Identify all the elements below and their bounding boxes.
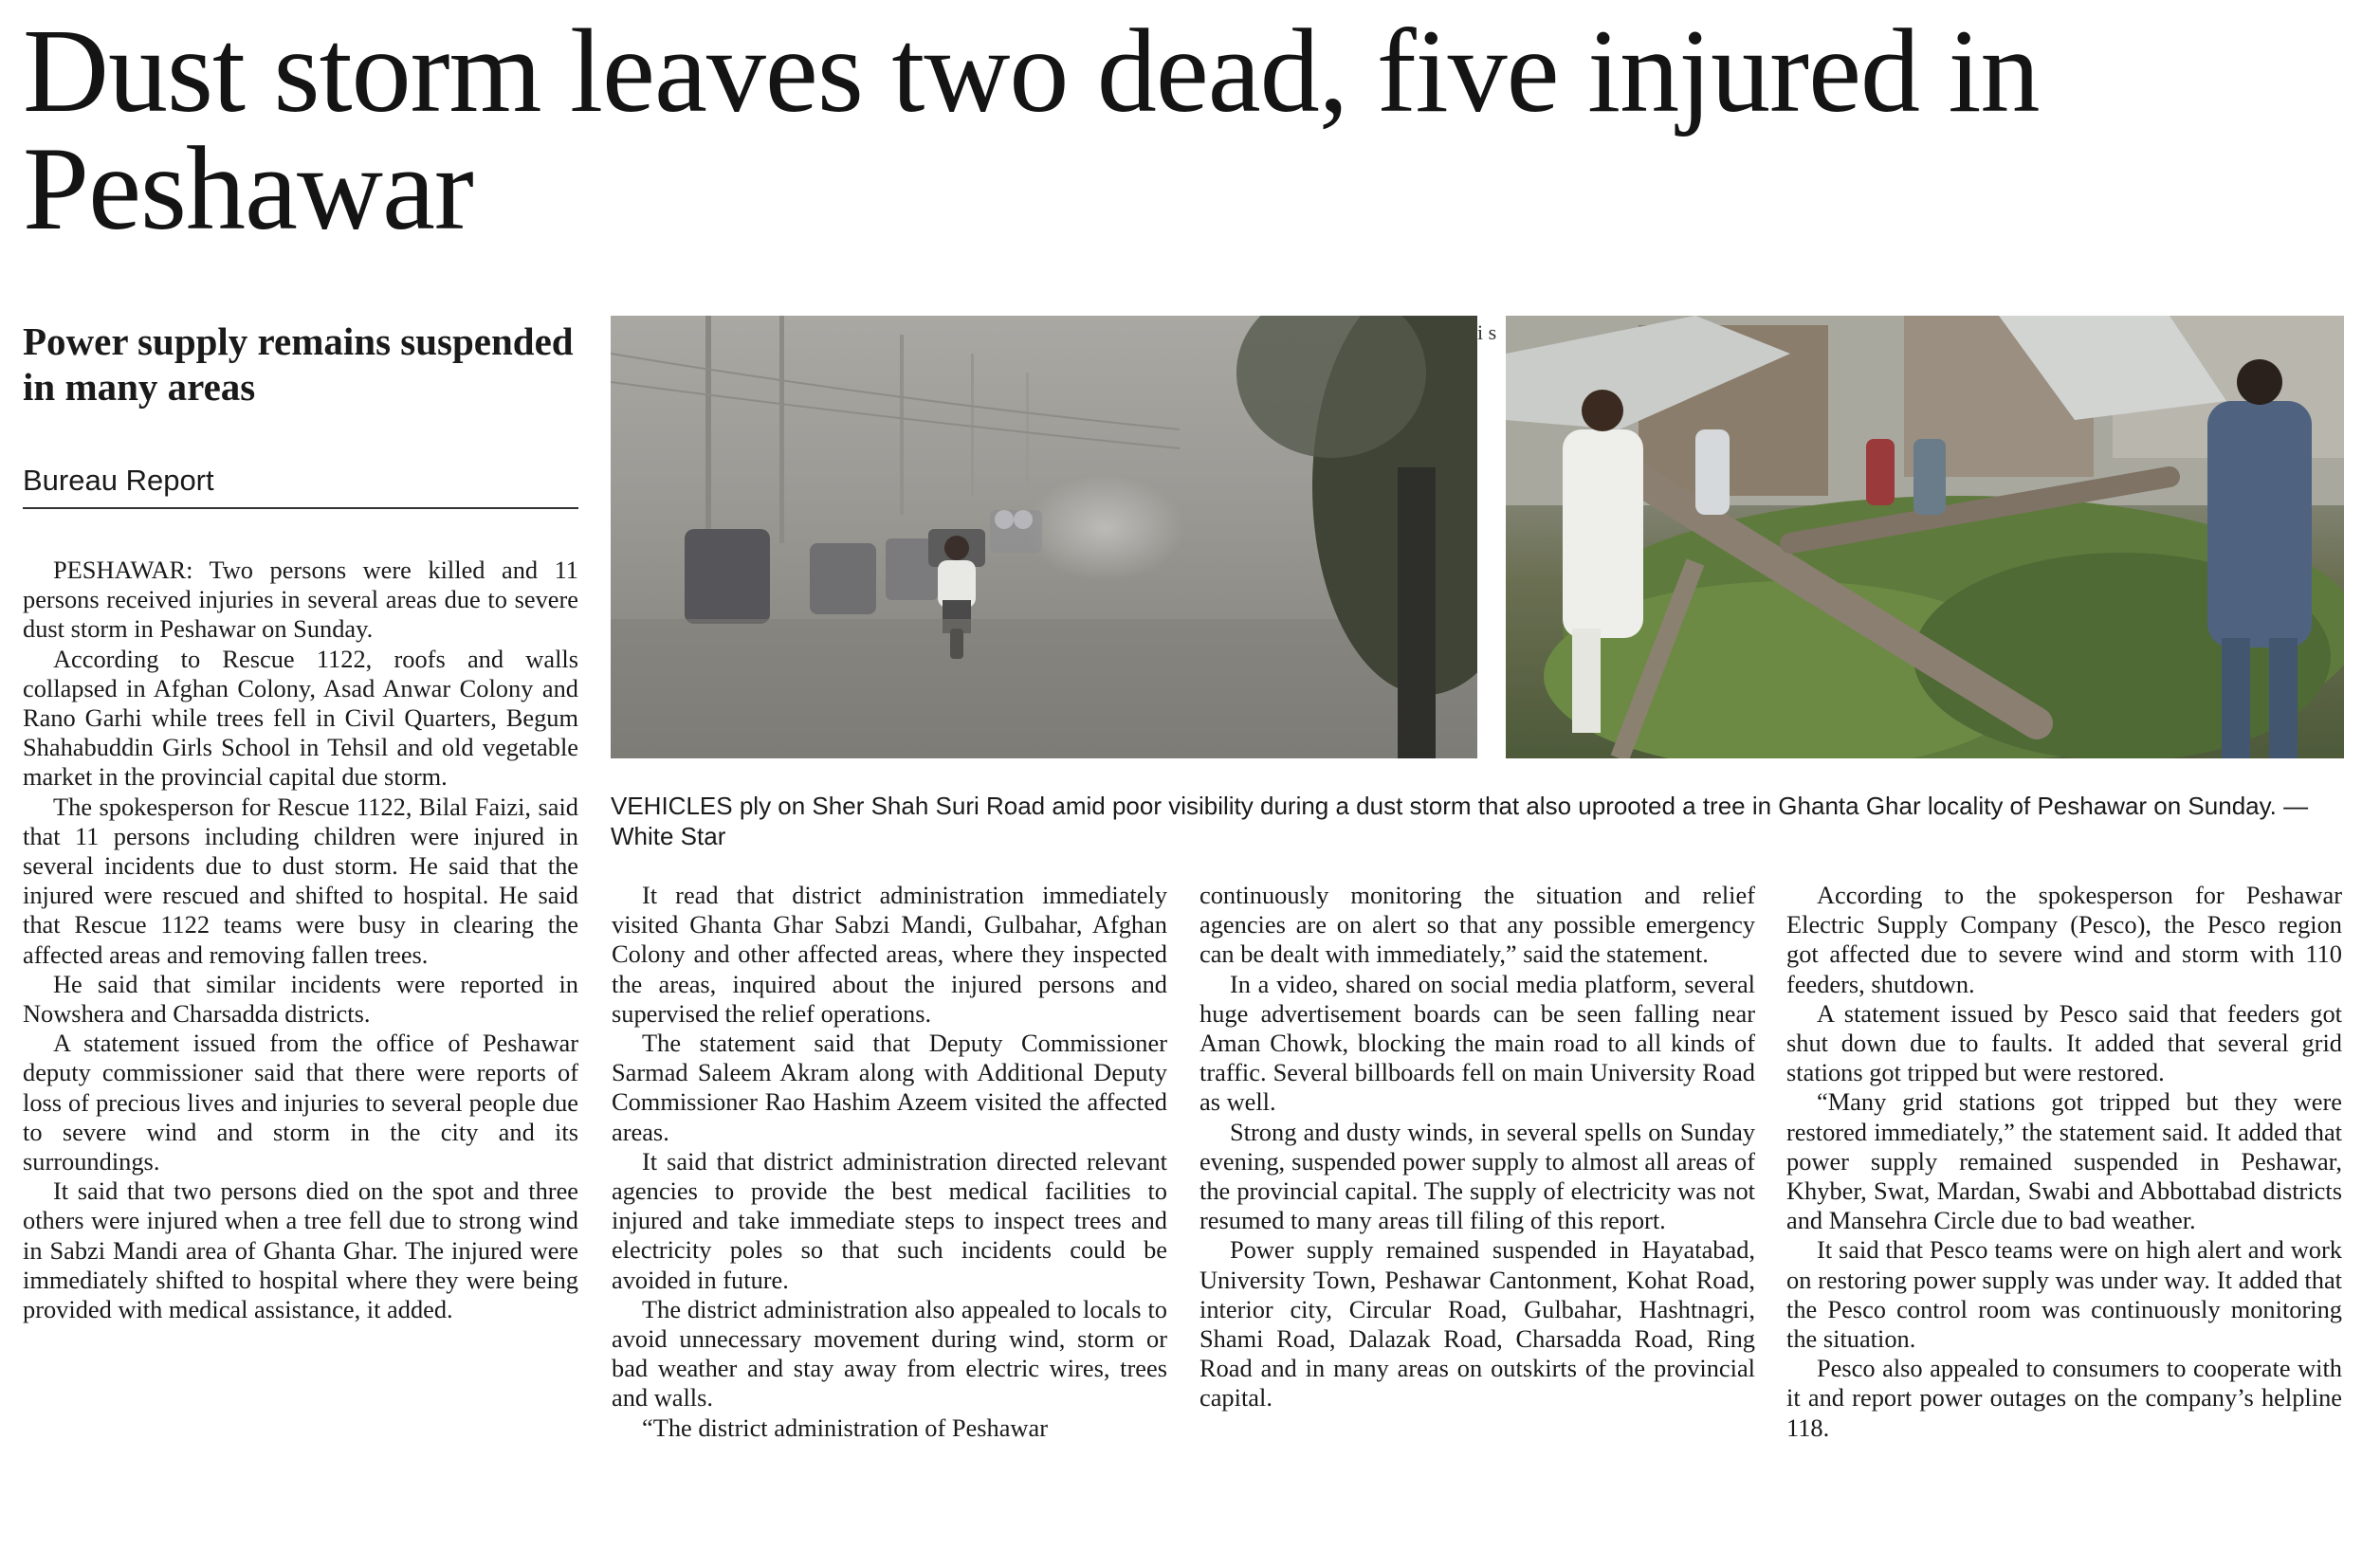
paragraph: “The district administration of Peshawar: [642, 1413, 1048, 1442]
paragraph: He said that similar incidents were reported in Nowshera and Charsadda districts.: [23, 969, 578, 1029]
paragraph: It said that district administration directed relevant agencies to provide the best medical facilities to injured and take immediate steps to inspect trees and electricity poles so that such incidents could be avoided in future.: [612, 1146, 1167, 1294]
paragraph: A statement issued by Pesco said that feeders got shut down due to faults. It added that several grid stations got tripped but were restored.: [1786, 998, 2342, 1087]
paragraph: Pesco also appealed to consumers to cooperate with it and report power outages on the company’s helpline 118.: [1786, 1354, 2342, 1442]
paragraph: Power supply remained suspended in Hayatabad, University Town, Peshawar Cantonment, Kohat Road, interior city, Circular Road, Gulbahar, Hashtnagri, Shami Road, Dalazak Road, Charsadda Road, Ring Road and in many areas on outskirts of the provincial capital.: [1199, 1235, 1755, 1413]
subheadline: Power supply remains suspended in many areas: [23, 319, 574, 409]
stray-text: i s: [1477, 320, 1497, 344]
photo-caption: VEHICLES ply on Sher Shah Suri Road amid poor visibility during a dust storm that also uprooted a tree in Ghanta Ghar locality of Peshawar on Sunday. — White Star: [611, 792, 2309, 850]
paragraph: It said that Pesco teams were on high alert and work on restoring power supply was under way. It added that the Pesco control room was continuously monitoring the situation.: [1786, 1235, 2342, 1354]
paragraph: The district administration also appealed to locals to avoid unnecessary movement during wind, storm or bad weather and stay away from electric wires, trees and walls.: [612, 1294, 1167, 1413]
article-column-2: [612, 881, 1167, 1560]
paragraph: It read that district administration immediately visited Ghanta Ghar Sabzi Mandi, Gulbahar, Afghan Colony and other affected areas, where they inspected the areas, inquired about the injured persons and supervised the relief operations.: [612, 881, 1167, 1028]
article-column-1: [23, 556, 578, 1560]
paragraph: continuously monitoring the situation and relief agencies are on alert so that any possible emergency can be dealt with immediately,” said the statement.: [1199, 881, 1755, 969]
paragraph: In a video, shared on social media platform, several huge advertisement boards can be seen falling near Aman Chowk, blocking the main road to all kinds of traffic. Several billboards fell on main University Road as well.: [1199, 969, 1755, 1117]
photo-dusty-road-illustration: [611, 316, 1477, 758]
paragraph: A statement issued from the office of Peshawar deputy commissioner said that there were reports of loss of precious lives and injuries to several people due to severe wind and storm in the city and its surroundings.: [23, 1029, 578, 1176]
paragraph: It said that two persons died on the spot and three others were injured when a tree fell due to strong wind in Sabzi Mandi area of Ghanta Ghar. The injured were immediately shifted to hospital where they were being provided with medical assistance, it added.: [23, 1176, 578, 1324]
headline: Dust storm leaves two dead, five injured in Peshawar: [23, 6, 2040, 255]
article-column-3: [1199, 881, 1755, 1560]
paragraph: “Many grid stations got tripped but they were restored immediately,” the statement said. It added that power supply remained suspended in Peshawar, Khyber, Swat, Mardan, Swabi and Abbottabad districts and Mansehra Circle due to bad weather.: [1786, 1087, 2342, 1235]
paragraph: PESHAWAR: Two persons were killed and 11 persons received injuries in several areas due to severe dust storm in Peshawar on Sunday.: [23, 556, 578, 644]
photo-dusty-road: [611, 316, 1477, 758]
article-column-4: [1786, 881, 2342, 1560]
paragraph: The statement said that Deputy Commissioner Sarmad Saleem Akram along with Additional Deputy Commissioner Rao Hashim Azeem visited the affected areas.: [612, 1029, 1167, 1146]
photo-uprooted-tree-illustration: [1506, 316, 2344, 758]
paragraph: According to Rescue 1122, roofs and walls collapsed in Afghan Colony, Asad Anwar Colony and Rano Garhi while trees fell in Civil Quarters, Begum Shahabuddin Girls School in Tehsil and old vegetable market in the provincial capital due storm.: [23, 644, 578, 792]
paragraph: Strong and dusty winds, in several spells on Sunday evening, suspended power supply to almost all areas of the provincial capital. The supply of electricity was not resumed to many areas till filing of this report.: [1199, 1117, 1755, 1235]
paragraph: The spokesperson for Rescue 1122, Bilal Faizi, said that 11 persons including children were injured in several incidents due to dust storm. He said that the injured were rescued and shifted to hospital. He said that Rescue 1122 teams were busy in clearing the affected areas and removing fallen trees.: [23, 792, 578, 969]
paragraph: According to the spokesperson for Peshawar Electric Supply Company (Pesco), the Pesco region got affected due to severe wind and storm with 110 feeders, shutdown.: [1786, 881, 2342, 998]
byline: Bureau Report: [23, 464, 578, 509]
photo-uprooted-tree: [1506, 316, 2344, 758]
